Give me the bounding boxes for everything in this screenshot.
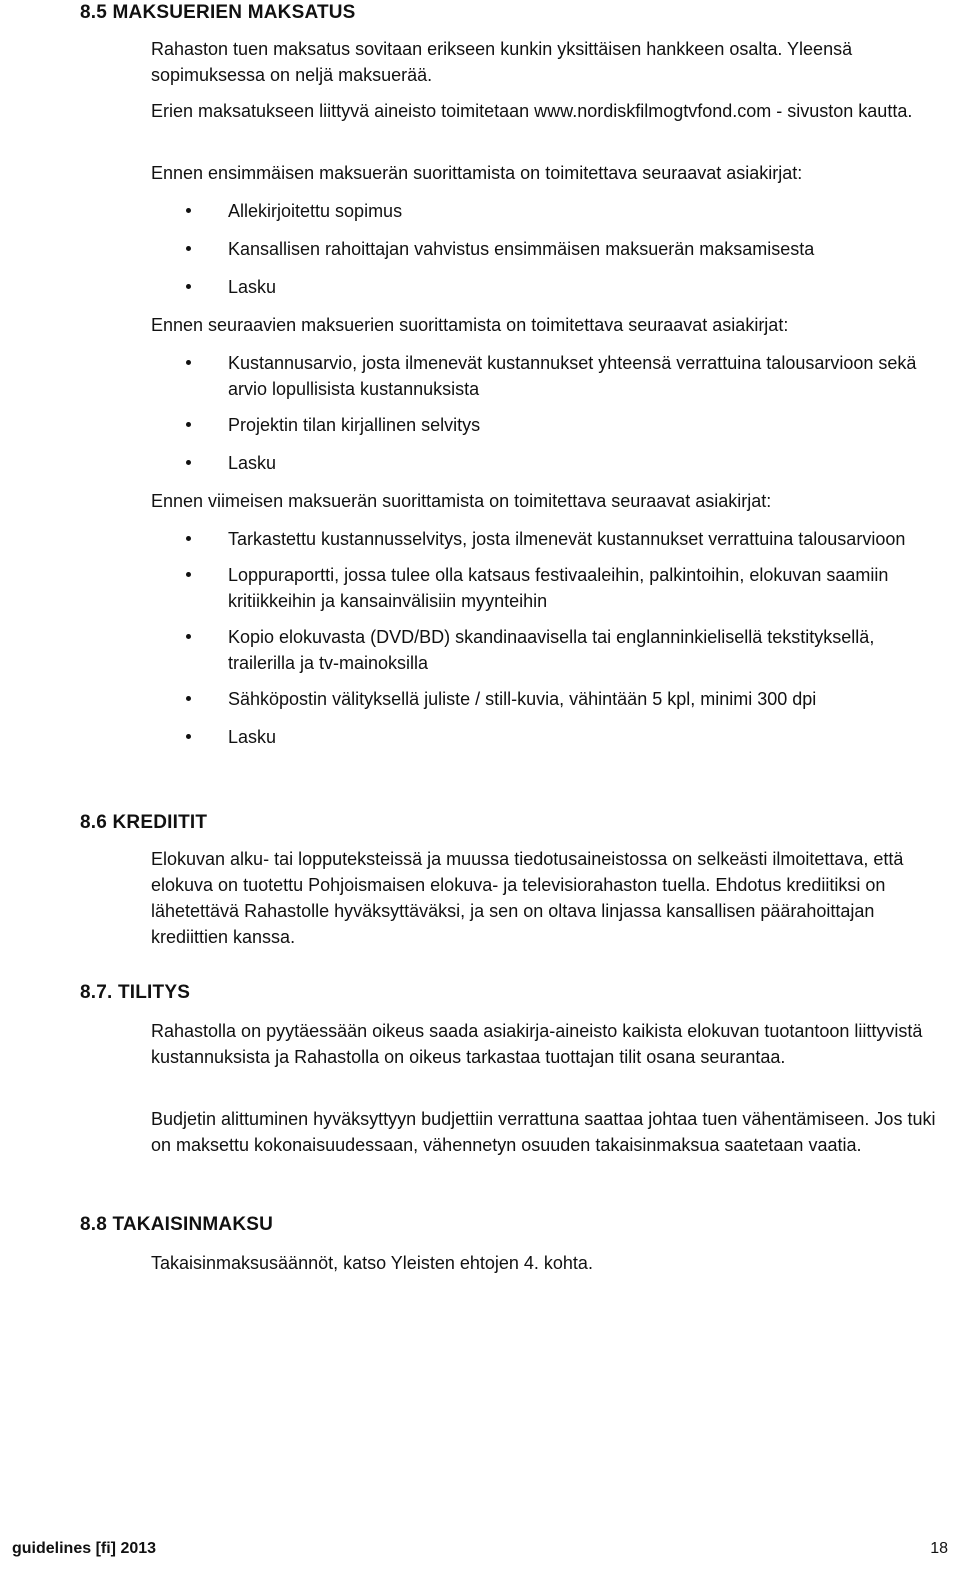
list-item: Lasku <box>186 450 941 476</box>
bullet-icon <box>186 208 191 213</box>
paragraph-budget-underspend: Budjetin alittuminen hyväksyttyyn budjettiin verrattuna saattaa johtaa tuen vähentämiseen. Jos tuki on maksettu kokonaisuudessaan, vähennetyn osuuden takaisinmaksua saatetaan vaatia. <box>151 1109 936 1155</box>
list-item: Kustannusarvio, josta ilmenevät kustannukset yhteensä verrattuina talousarvioon sekä arvio lopullisista kustannuksista <box>186 350 941 402</box>
bullet-icon <box>186 360 191 365</box>
list-item: Kopio elokuvasta (DVD/BD) skandinaavisella tai englanninkielisellä tekstityksellä, trailerilla ja tv-mainoksilla <box>186 624 941 676</box>
bullet-icon <box>186 696 191 701</box>
bullet-icon <box>186 634 191 639</box>
bullet-icon <box>186 246 191 251</box>
bullet-icon <box>186 460 191 465</box>
section-heading-8-8: 8.8 TAKAISINMAKSU <box>80 1214 274 1235</box>
section-heading-8-6: 8.6 KREDIITIT <box>80 812 208 833</box>
list-item: Sähköpostin välityksellä juliste / still-kuvia, vähintään 5 kpl, minimi 300 dpi <box>186 686 941 712</box>
list-item: Projektin tilan kirjallinen selvitys <box>186 412 941 438</box>
footer-page-number: 18 <box>930 1540 948 1557</box>
paragraph-repayment: Takaisinmaksusäännöt, katso Yleisten ehtojen 4. kohta. <box>151 1253 593 1273</box>
section-heading-8-7: 8.7. TILITYS <box>80 982 191 1003</box>
paragraph-installment-agreement: Rahaston tuen maksatus sovitaan erikseen kunkin yksittäisen hankkeen osalta. Yleensä sopimuksessa on neljä maksuerää. <box>151 39 853 85</box>
paragraph-final-installment-intro: Ennen viimeisen maksuerän suorittamista on toimitettava seuraavat asiakirjat: <box>151 491 772 511</box>
bullet-icon <box>186 734 191 739</box>
list-item: Lasku <box>186 724 941 750</box>
section-heading-8-5: 8.5 MAKSUERIEN MAKSATUS <box>80 2 356 23</box>
list-item: Lasku <box>186 274 941 300</box>
paragraph-submission-website: Erien maksatukseen liittyvä aineisto toimitetaan www.nordiskfilmogtvfond.com - sivuston kautta. <box>151 101 913 121</box>
list-item: Loppuraportti, jossa tulee olla katsaus festivaaleihin, palkintoihin, elokuvan saamiin kritiikkeihin ja kansainvälisiin myynteihin <box>186 562 941 614</box>
bullet-icon <box>186 284 191 289</box>
bullet-icon <box>186 422 191 427</box>
bullet-icon <box>186 536 191 541</box>
list-item: Kansallisen rahoittajan vahvistus ensimmäisen maksuerän maksamisesta <box>186 236 941 262</box>
list-first-installment-documents <box>186 198 941 300</box>
list-item: Tarkastettu kustannusselvitys, josta ilmenevät kustannukset verrattuina talousarvioon <box>186 526 941 552</box>
paragraph-credits: Elokuvan alku- tai lopputeksteissä ja muussa tiedotusaineistossa on selkeästi ilmoitettava, että elokuva on tuotettu Pohjoismaisen elokuva- ja televisiorahaston tuella. Ehdotus krediitiksi on lähetettävä Rahastolle hyväksyttäväksi, ja sen on oltava linjassa kansallisen päärahoittajan krediittien kanssa. <box>151 849 904 947</box>
paragraph-following-installments-intro: Ennen seuraavien maksuerien suorittamista on toimitettava seuraavat asiakirjat: <box>151 315 789 335</box>
paragraph-accounting-rights: Rahastolla on pyytäessään oikeus saada asiakirja-aineisto kaikista elokuvan tuotantoon liittyvistä kustannuksista ja Rahastolla on oikeus tarkastaa tuottajan tilit osana seurantaa. <box>151 1021 923 1067</box>
list-following-installments-documents <box>186 350 941 476</box>
list-item: Allekirjoitettu sopimus <box>186 198 941 224</box>
list-final-installment-documents <box>186 526 941 750</box>
bullet-icon <box>186 572 191 577</box>
paragraph-first-installment-intro: Ennen ensimmäisen maksuerän suorittamista on toimitettava seuraavat asiakirjat: <box>151 163 803 183</box>
footer-document-label: guidelines [fi] 2013 <box>12 1540 157 1557</box>
